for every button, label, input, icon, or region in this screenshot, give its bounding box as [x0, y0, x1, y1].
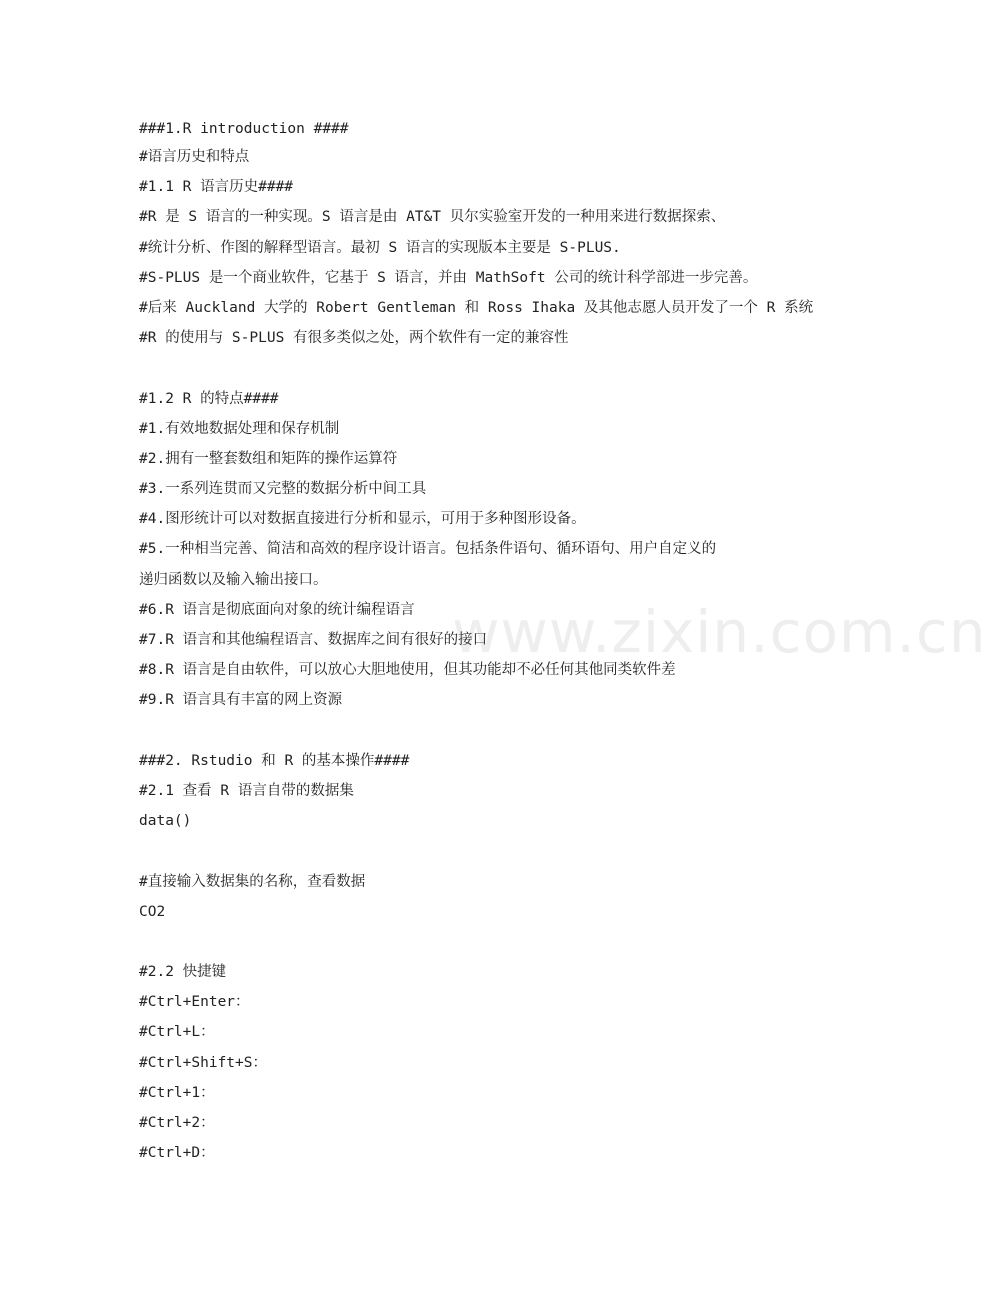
- shortcut-item: #Ctrl+Shift+S：: [139, 1054, 267, 1071]
- blank-line: [139, 836, 819, 866]
- comment-line: #R 的使用与 S-PLUS 有很多类似之处，两个软件有一定的兼容性: [139, 330, 569, 347]
- feature-item: #4.图形统计可以对数据直接进行分析和显示，可用于多种图形设备。: [139, 511, 586, 528]
- comment-line: #语言历史和特点: [139, 149, 250, 165]
- comment-line: #直接输入数据集的名称，查看数据: [139, 873, 366, 890]
- shortcut-item: #Ctrl+D：: [139, 1145, 215, 1162]
- feature-item: #3.一系列连贯而又完整的数据分析中间工具: [139, 481, 427, 498]
- blank-line: [139, 927, 819, 957]
- document-body: [139, 116, 819, 1168]
- comment-line: #R 是 S 语言的一种实现。S 语言是由 AT&T 贝尔实验室开发的一种用来进行数据探索、: [139, 209, 726, 226]
- feature-item: #7.R 语言和其他编程语言、数据库之间有很好的接口: [139, 632, 488, 648]
- section-heading-2-2: #2.2 快捷键: [139, 964, 227, 981]
- comment-line: #统计分析、作图的解释型语言。最初 S 语言的实现版本主要是 S-PLUS.: [139, 239, 621, 256]
- feature-item: #1.有效地数据处理和保存机制: [139, 420, 340, 437]
- section-heading-1-1: #1.1 R 语言历史####: [139, 179, 294, 196]
- heading-rstudio-basics: ###2. Rstudio 和 R 的基本操作####: [139, 752, 410, 769]
- comment-line: #后来 Auckland 大学的 Robert Gentleman 和 Ross Ihaka 及其他志愿人员开发了一个 R 系统: [139, 299, 814, 316]
- feature-item: #2.拥有一整套数组和矩阵的操作运算符: [139, 450, 398, 467]
- code-line: CO2: [139, 903, 166, 920]
- blank-line: [139, 716, 819, 746]
- comment-line: #S-PLUS 是一个商业软件，它基于 S 语言，并由 MathSoft 公司的统计科学部进一步完善。: [139, 269, 758, 286]
- feature-item-continuation: 递归函数以及输入输出接口。: [139, 571, 328, 588]
- blank-line: [139, 353, 819, 383]
- section-heading-1-2: #1.2 R 的特点####: [139, 390, 279, 407]
- section-heading-2-1: #2.1 查看 R 语言自带的数据集: [139, 782, 354, 799]
- feature-item: #9.R 语言具有丰富的网上资源: [139, 692, 343, 709]
- shortcut-item: #Ctrl+Enter：: [139, 994, 250, 1011]
- feature-item: #6.R 语言是彻底面向对象的统计编程语言: [139, 601, 415, 618]
- watermark: www.zixin.com.cn: [452, 598, 987, 666]
- heading-r-introduction: ###1.R introduction ####: [139, 121, 349, 137]
- feature-item: #8.R 语言是自由软件，可以放心大胆地使用，但其功能却不必任何其他同类软件差: [139, 662, 676, 679]
- shortcut-item: #Ctrl+L：: [139, 1024, 215, 1041]
- feature-item: #5.一种相当完善、简洁和高效的程序设计语言。包括条件语句、循环语句、用户自定义的: [139, 541, 717, 558]
- shortcut-item: #Ctrl+1：: [139, 1084, 215, 1101]
- code-line: data(): [139, 813, 192, 830]
- shortcut-item: #Ctrl+2：: [139, 1115, 215, 1131]
